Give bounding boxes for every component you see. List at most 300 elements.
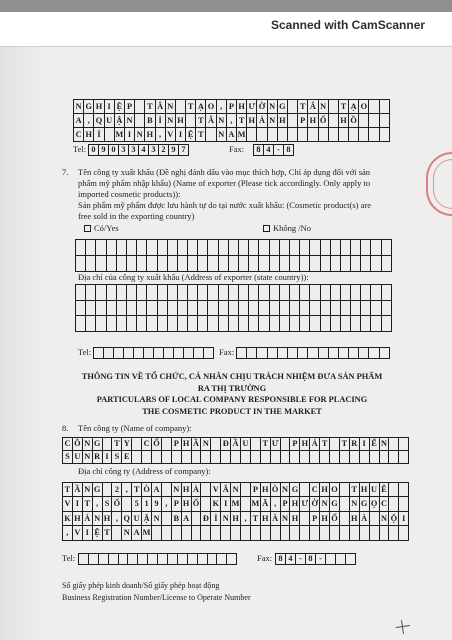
char-box: Ổ <box>152 438 162 451</box>
char-box <box>399 526 409 541</box>
char-box <box>168 316 178 332</box>
char-box <box>380 526 390 541</box>
grid-row <box>63 438 409 451</box>
char-box <box>369 100 379 114</box>
char-box <box>117 256 127 272</box>
section-7-intro-line: Sản phẩm mỹ phẩm được lưu hành tự do tại nước xuất khẩu: (Cosmetic product(s) are <box>78 200 371 211</box>
char-box: U <box>132 512 142 527</box>
char-box <box>148 554 158 566</box>
char-box: N <box>350 497 360 512</box>
char-box <box>259 285 269 301</box>
char-box <box>259 301 269 317</box>
char-box: H <box>308 114 318 128</box>
company-tel-label: Tel: <box>62 553 76 563</box>
char-box <box>371 240 381 256</box>
char-box: B <box>145 114 155 128</box>
char-box <box>259 316 269 332</box>
char-box <box>188 554 198 566</box>
char-box <box>176 100 186 114</box>
char-box: I <box>360 438 370 451</box>
grid-row <box>63 451 409 464</box>
char-box <box>208 285 218 301</box>
company-fax-boxes <box>275 553 356 566</box>
char-box <box>137 256 147 272</box>
char-box <box>201 526 211 541</box>
exporter-name-grid <box>75 239 392 272</box>
section-7-intro-line: phẩm mỹ phẩm nhập khẩu) (Name of exporter (Please tick accordingly. Only apply to <box>78 177 371 188</box>
char-box <box>198 240 208 256</box>
char-box <box>346 554 356 566</box>
grid-row <box>63 497 409 512</box>
char-box <box>96 256 106 272</box>
char-box <box>351 285 361 301</box>
char-box <box>361 240 371 256</box>
char-box <box>227 554 237 566</box>
char-box <box>158 240 168 256</box>
char-box: H <box>182 497 192 512</box>
char-box <box>371 256 381 272</box>
char-box: Y <box>122 438 132 451</box>
char-box <box>182 451 192 464</box>
char-box <box>380 451 390 464</box>
char-box: G <box>330 497 340 512</box>
char-box <box>350 451 360 464</box>
char-box: À <box>257 114 267 128</box>
grid-row <box>74 100 390 114</box>
char-box <box>86 316 96 332</box>
grid-row <box>89 145 189 157</box>
char-box: N <box>268 100 278 114</box>
char-box <box>132 451 142 464</box>
char-box: N <box>281 483 291 498</box>
char-box: Â <box>308 100 318 114</box>
section-7-intro-line: imported cosmetic products)): <box>78 188 181 199</box>
char-box <box>229 256 239 272</box>
option-no-label: Không /No <box>273 222 312 233</box>
char-box <box>198 285 208 301</box>
char-box <box>168 256 178 272</box>
char-box <box>288 348 298 360</box>
section-8-number: 8. <box>62 422 69 433</box>
char-box <box>271 526 281 541</box>
prev-fax-label: Fax: <box>229 144 245 154</box>
char-box <box>188 256 198 272</box>
char-box: N <box>231 483 241 498</box>
char-box: M <box>115 128 125 142</box>
char-box <box>369 128 379 142</box>
char-box <box>168 285 178 301</box>
char-box: Ố <box>330 512 340 527</box>
char-box <box>331 316 341 332</box>
char-box: N <box>320 497 330 512</box>
char-box: Ờ <box>310 497 320 512</box>
char-box <box>270 240 280 256</box>
char-box: G <box>93 438 103 451</box>
char-box <box>127 285 137 301</box>
char-box <box>281 438 291 451</box>
char-box <box>370 451 380 464</box>
char-box: P <box>172 497 182 512</box>
char-box: T <box>339 100 349 114</box>
section-7-intro-line: free sold in the exporting country) <box>78 211 195 222</box>
char-box <box>310 526 320 541</box>
char-box <box>270 301 280 317</box>
char-box <box>361 316 371 332</box>
char-box <box>168 554 178 566</box>
char-box <box>389 438 399 451</box>
grid-row <box>63 526 409 541</box>
char-box: P <box>281 497 291 512</box>
char-box <box>231 526 241 541</box>
char-box: N <box>74 100 84 114</box>
char-box: Ầ <box>192 438 202 451</box>
char-box <box>219 301 229 317</box>
char-box <box>219 285 229 301</box>
char-box <box>359 114 369 128</box>
char-box: Ò <box>142 483 152 498</box>
char-box <box>219 316 229 332</box>
char-box <box>382 256 392 272</box>
char-box <box>76 285 86 301</box>
pen-mark-icon <box>395 619 411 635</box>
char-box <box>320 526 330 541</box>
char-box <box>211 451 221 464</box>
char-box: Â <box>206 114 216 128</box>
char-box: Ô <box>73 438 83 451</box>
char-box: Ố <box>112 497 122 512</box>
char-box: , <box>122 483 132 498</box>
char-box <box>380 100 390 114</box>
char-box <box>241 451 251 464</box>
char-box <box>389 451 399 464</box>
char-box: P <box>298 114 308 128</box>
char-box <box>174 348 184 360</box>
char-box <box>211 526 221 541</box>
char-box <box>162 483 172 498</box>
char-box <box>288 100 298 114</box>
checkbox-empty-icon <box>263 225 270 232</box>
char-box <box>182 526 192 541</box>
char-box <box>127 316 137 332</box>
char-box: Ờ <box>257 100 267 114</box>
char-box <box>259 256 269 272</box>
char-box: H <box>290 497 300 512</box>
char-box: T <box>63 483 73 498</box>
char-box: A <box>132 526 142 541</box>
char-box: C <box>310 483 320 498</box>
char-box <box>188 285 198 301</box>
char-box <box>152 526 162 541</box>
char-box <box>251 451 261 464</box>
char-box <box>339 348 349 360</box>
char-box <box>288 128 298 142</box>
char-box <box>380 348 390 360</box>
prev-tel-boxes <box>88 144 189 157</box>
char-box <box>281 451 291 464</box>
char-box <box>280 256 290 272</box>
exporter-tel-label: Tel: <box>78 347 92 357</box>
char-box <box>178 554 188 566</box>
char-box: H <box>94 100 104 114</box>
char-box <box>370 512 380 527</box>
char-box: Ạ <box>196 100 206 114</box>
char-box <box>300 451 310 464</box>
char-box: C <box>142 438 152 451</box>
char-box <box>320 451 330 464</box>
char-box: G <box>84 100 94 114</box>
char-box <box>261 526 271 541</box>
char-box: 0 <box>89 145 99 157</box>
char-box <box>382 285 392 301</box>
char-box: N <box>166 100 176 114</box>
char-box <box>369 114 379 128</box>
char-box <box>249 316 259 332</box>
char-box: 8 <box>284 145 294 157</box>
char-box: , <box>271 497 281 512</box>
char-box <box>147 301 157 317</box>
char-box <box>89 554 99 566</box>
char-box <box>290 256 300 272</box>
char-box <box>280 240 290 256</box>
char-box <box>221 451 231 464</box>
local-company-heading <box>32 371 432 418</box>
char-box: T <box>132 483 142 498</box>
char-box: N <box>281 512 291 527</box>
char-box: N <box>122 526 132 541</box>
char-box <box>341 285 351 301</box>
char-box <box>94 348 104 360</box>
char-box: H <box>320 483 330 498</box>
char-box <box>178 285 188 301</box>
grid-row <box>76 316 392 332</box>
char-box <box>389 497 399 512</box>
char-box <box>147 316 157 332</box>
char-box: M <box>231 497 241 512</box>
char-box <box>96 240 106 256</box>
char-box: H <box>231 512 241 527</box>
char-box: N <box>135 128 145 142</box>
char-box: 4 <box>264 145 274 157</box>
char-box <box>127 256 137 272</box>
char-box <box>186 114 196 128</box>
char-box: O <box>206 100 216 114</box>
char-box: H <box>73 512 83 527</box>
char-box: H <box>182 483 192 498</box>
char-box <box>107 285 117 301</box>
char-box <box>208 301 218 317</box>
char-box <box>79 554 89 566</box>
char-box: , <box>217 100 227 114</box>
char-box: N <box>319 100 329 114</box>
char-box <box>107 240 117 256</box>
char-box <box>331 301 341 317</box>
char-box <box>128 554 138 566</box>
char-box <box>382 240 392 256</box>
char-box <box>208 554 218 566</box>
char-box <box>184 348 194 360</box>
char-box <box>300 240 310 256</box>
char-box: Ầ <box>73 483 83 498</box>
char-box: Ầ <box>231 438 241 451</box>
char-box: Ò <box>271 483 281 498</box>
char-box <box>310 240 320 256</box>
char-box <box>399 483 409 498</box>
char-box: N <box>201 438 211 451</box>
char-box <box>278 128 288 142</box>
char-box <box>201 451 211 464</box>
char-box <box>310 451 320 464</box>
license-label-vi: Số giấy phép kinh doanh/Số giấy phép hoạt động <box>62 581 220 590</box>
char-box <box>86 301 96 317</box>
char-box <box>198 256 208 272</box>
char-box <box>247 348 257 360</box>
char-box: Ể <box>370 438 380 451</box>
char-box <box>369 348 379 360</box>
char-box <box>300 285 310 301</box>
char-box <box>86 240 96 256</box>
char-box: Ộ <box>389 512 399 527</box>
char-box: , <box>162 497 172 512</box>
char-box: N <box>380 512 390 527</box>
char-box <box>117 301 127 317</box>
scanner-watermark: Scanned with CamScanner <box>271 18 426 32</box>
char-box <box>178 316 188 332</box>
char-box: T <box>251 512 261 527</box>
char-box <box>290 240 300 256</box>
char-box: I <box>103 451 113 464</box>
char-box: B <box>172 512 182 527</box>
char-box <box>330 526 340 541</box>
char-box: 7 <box>179 145 189 157</box>
char-box: G <box>278 100 288 114</box>
char-box <box>154 348 164 360</box>
grid-row <box>254 145 294 157</box>
char-box <box>239 240 249 256</box>
char-box <box>239 285 249 301</box>
char-box: H <box>84 128 94 142</box>
exporter-fax-boxes <box>236 347 390 360</box>
char-box <box>321 240 331 256</box>
char-box <box>241 526 251 541</box>
char-box: H <box>103 512 113 527</box>
char-box: 2 <box>112 483 122 498</box>
char-box: T <box>196 128 206 142</box>
char-box <box>211 438 221 451</box>
char-box: I <box>221 497 231 512</box>
char-box <box>340 526 350 541</box>
char-box: Ạ <box>349 100 359 114</box>
char-box <box>231 451 241 464</box>
char-box: Ọ <box>370 497 380 512</box>
char-box <box>300 483 310 498</box>
char-box <box>168 301 178 317</box>
char-box: À <box>360 512 370 527</box>
char-box <box>331 256 341 272</box>
char-box <box>389 483 399 498</box>
section-7-intro-line: Tên công ty xuất khẩu (Đề nghị đánh dấu vào mục thích hợp, Chỉ áp dụng đối với sản <box>78 166 371 177</box>
char-box: I <box>105 100 115 114</box>
char-box: À <box>192 483 202 498</box>
char-box: - <box>296 554 306 566</box>
char-box <box>147 240 157 256</box>
char-box: O <box>359 100 369 114</box>
char-box <box>162 512 172 527</box>
char-box <box>310 285 320 301</box>
char-box <box>326 554 336 566</box>
char-box <box>119 554 129 566</box>
char-box <box>103 438 113 451</box>
grid-row <box>63 512 409 527</box>
char-box <box>204 348 214 360</box>
char-box: Ã <box>261 497 271 512</box>
char-box <box>219 240 229 256</box>
char-box: , <box>241 512 251 527</box>
grid-row <box>76 256 392 272</box>
char-box: P <box>172 438 182 451</box>
char-box: Ì <box>211 512 221 527</box>
char-box <box>290 285 300 301</box>
char-box <box>340 483 350 498</box>
char-box <box>76 301 86 317</box>
section-7-number: 7. <box>62 166 69 177</box>
char-box <box>117 240 127 256</box>
exporter-address-label: Địa chỉ của công ty xuất khẩu (Address of exporter (state country)): <box>78 271 309 282</box>
char-box <box>382 316 392 332</box>
char-box <box>158 316 168 332</box>
grid-row <box>276 554 356 566</box>
char-box: Q <box>122 512 132 527</box>
char-box: V <box>211 483 221 498</box>
char-box: 1 <box>142 497 152 512</box>
char-box: S <box>103 497 113 512</box>
heading-line: PARTICULARS OF LOCAL COMPANY RESPONSIBLE FOR PLACING <box>96 395 368 405</box>
char-box: P <box>227 100 237 114</box>
char-box <box>192 526 202 541</box>
char-box: K <box>63 512 73 527</box>
char-box <box>360 451 370 464</box>
char-box: Ố <box>319 114 329 128</box>
char-box: Q <box>94 114 104 128</box>
char-box <box>310 256 320 272</box>
char-box: , <box>93 497 103 512</box>
char-box: Ệ <box>115 100 125 114</box>
company-address-label: Địa chỉ công ty (Address of company): <box>78 465 211 476</box>
char-box: N <box>221 512 231 527</box>
char-box: , <box>112 512 122 527</box>
char-box: N <box>166 114 176 128</box>
char-box <box>229 316 239 332</box>
char-box: N <box>125 114 135 128</box>
char-box: N <box>93 512 103 527</box>
char-box: R <box>350 438 360 451</box>
char-box: N <box>217 128 227 142</box>
char-box <box>268 348 278 360</box>
char-box <box>290 316 300 332</box>
char-box <box>290 451 300 464</box>
char-box <box>247 128 257 142</box>
char-box: Ồ <box>349 114 359 128</box>
char-box <box>290 526 300 541</box>
grid-row <box>76 285 392 301</box>
char-box <box>132 438 142 451</box>
char-box <box>221 526 231 541</box>
char-box <box>147 285 157 301</box>
char-box <box>251 526 261 541</box>
char-box <box>107 256 117 272</box>
char-box: T <box>196 114 206 128</box>
char-box: M <box>237 128 247 142</box>
char-box: G <box>290 483 300 498</box>
